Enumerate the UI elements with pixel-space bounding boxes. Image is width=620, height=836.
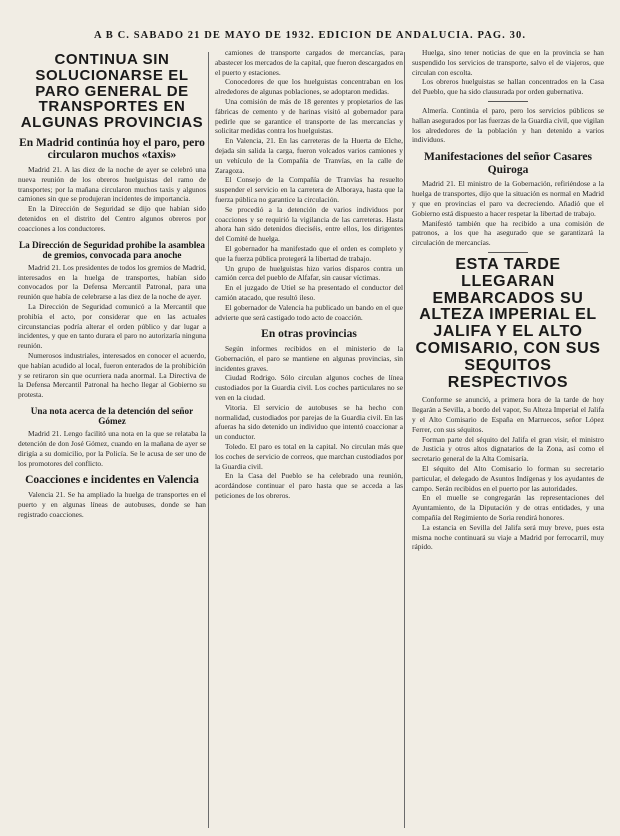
subheadline-casares-quiroga: Manifestaciones del señor Casares Quiroga (424, 151, 592, 176)
section-separator (488, 252, 528, 253)
subheadline-detencion: Una nota acerca de la detención del señor Gómez (30, 405, 194, 427)
article-paragraph: Conforme se anunció, a primera hora de la tarde de hoy llegarán a Sevilla, a bordo del vapor, Su Alteza Imperial el Jalifa y el Alto Comisario de España en Marruecos, señor López Ferrer, con sus séquitos. (412, 395, 604, 434)
article-paragraph: En el muelle se congregarán las representaciones del Ayuntamiento, de la Diputación y de otras entidades, y una compañía del Regimiento de Soria rendirá honores. (412, 493, 604, 522)
article-paragraph: La estancia en Sevilla del Jalifa será muy breve, pues esta misma noche continuará su viaje a Madrid por ferrocarril, muy rápido. (412, 522, 604, 552)
article-paragraph: Huelga, sino tener noticias de que en la provincia se han suspendido los servicios de transporte, salvo el de viajeros, que circulan con escolta. (412, 48, 604, 77)
article-paragraph: Numerosos industriales, interesados en conocer el acuerdo, que habían acudido al local, fueron enterados de la prohibición y se retiraron sin que ocurriera nada anormal. La Directiva de la Defensa Mercantil Patronal ha hecho llegar al Gobierno su protesta. (18, 351, 206, 400)
article-paragraph: Almería. Continúa el paro, pero los servicios públicos se hallan asegurados por las fuerzas de la Guardia civil, que vigilan los alrededores de la población y han detenido a varios individuos. (412, 105, 604, 145)
article-paragraph: Los obreros huelguistas se hallan concentrados en la Casa del Pueblo, que ha sido clausurada por orden gubernativa. (412, 77, 604, 97)
article-paragraph: Madrid 21. Los presidentes de todos los gremios de Madrid, interesados en la huelga de transportes, habían sido convocados por la Defensa Mercantil Patronal, para una reunión que había de celebrarse a las diez de la noche de ayer. (18, 262, 206, 302)
article-paragraph: Conocedores de que los huelguistas concentraban en los alrededores de algunas poblaciones, se adoptaron medidas. (215, 77, 403, 97)
article-paragraph: En la Dirección de Seguridad se dijo que habían sido detenidos en el distrito del Centro algunos obreros por coacciones a los conductores. (18, 204, 206, 233)
subheadline-madrid: En Madrid continúa hoy el paro, pero circularon muchos «taxis» (19, 136, 205, 162)
jalifa-headline: ESTA TARDE LLEGARAN EMBARCADOS SU ALTEZA IMPERIAL EL JALIFA Y EL ALTO COMISARIO, CON SUS SEQUITOS RESPECTIVOS (415, 256, 601, 391)
article-paragraph: Una comisión de más de 18 gerentes y propietarios de las fábricas de cemento y de harinas visitó al gobernador para pedirle que se garantice el transporte de las mercancías y solicitar medidas contra los huelguistas. (215, 96, 403, 136)
column-left (18, 48, 206, 828)
page-header: A B C. SABADO 21 DE MAYO DE 1932. EDICION DE ANDALUCIA. PAG. 30. (93, 30, 527, 41)
article-paragraph: Madrid 21. A las diez de la noche de ayer se celebró una nueva reunión de los obreros huelguistas del ramo de transportes; por la mañana circularon muchos taxis y algunos camiones sin que se produjeran incidentes de importancia. (18, 165, 206, 204)
article-paragraph: Madrid 21. El ministro de la Gobernación, refiriéndose a la huelga de transportes, dijo que la situación es normal en Madrid y que en provincias el paro va decreciendo. Añadió que el Gobierno está dispuesto a hacer respetar la libertad de trabajo. (412, 179, 604, 218)
article-paragraph: Manifestó también que ha recibido a una comisión de patronos, a los que ha asegurado que se garantizará la circulación de mercancías. (412, 218, 604, 248)
article-paragraph: La Dirección de Seguridad comunicó a la Mercantil que prohibía el acto, por considerar que en las actuales circunstancias podría alterar el orden público y dar lugar a incidentes, y que en tanto durara el paro no autorizaría ninguna reunión. (18, 302, 206, 351)
article-paragraph: El Consejo de la Compañía de Tranvías ha resuelto suspender el servicio en la carretera de Alboraya, hasta que la fuerza pública no garantice la circulación. (215, 175, 403, 204)
column-divider (208, 52, 209, 828)
article-paragraph: Valencia 21. Se ha ampliado la huelga de transportes en el puerto y en algunas líneas de autobuses, donde se han registrado coacciones. (18, 490, 206, 519)
article-paragraph: Un grupo de huelguistas hizo varios disparos contra un camión cerca del pueblo de Alfafar, sin causar víctimas. (215, 263, 403, 283)
column-divider (404, 52, 405, 828)
main-headline: CONTINUA SIN SOLUCIONARSE EL PARO GENERAL DE TRANSPORTES EN ALGUNAS PROVINCIAS (20, 51, 204, 131)
article-paragraph: El gobernador de Valencia ha publicado un bando en el que advierte que será castigado todo acto de coacción. (215, 302, 403, 322)
article-paragraph: El séquito del Alto Comisario lo forman su secretario particular, el delegado de Asuntos Indígenas y los ayudantes de campo. Serán recibidos en el puerto por las autoridades. (412, 463, 604, 493)
article-paragraph: Forman parte del séquito del Jalifa el gran visir, el ministro de Justicia y otros altos dignatarios de la Zona, así como el secretario general de la Alta Comisaría. (412, 434, 604, 464)
column-right (412, 48, 604, 828)
article-paragraph: Ciudad Rodrigo. Sólo circulan algunos coches de línea custodiados por la Guardia civil. Los coches particulares no se ven en la ciudad. (215, 373, 403, 402)
article-paragraph: camiones de transporte cargados de mercancías, para abastecer los mercados de la capital, que fueron descargados en el puerto y estaciones. (215, 48, 403, 77)
article-paragraph: Madrid 21. Lengo facilitó una nota en la que se relataba la detención de don José Gómez, cuando en la mañana de ayer se dirigía a su domicilio, por la Policía. Se le acusa de ser uno de los promotores del conflicto. (18, 429, 206, 468)
subheadline-valencia: Coacciones e incidentes en Valencia (25, 474, 199, 487)
article-paragraph: Según informes recibidos en el ministerio de la Gobernación, el paro se mantiene en algunas provincias, sin incidentes graves. (215, 343, 403, 373)
article-paragraph: En la Casa del Pueblo se ha celebrado una reunión, acordándose continuar el paro hasta que se acceda a las peticiones de los obreros. (215, 471, 403, 500)
article-paragraph: Toledo. El paro es total en la capital. No circulan más que los coches de servicio de correos, que marchan custodiados por la Guardia civil. (215, 441, 403, 471)
article-paragraph: Se procedió a la detención de varios individuos por coacciones y se requirió la vigilancia de las carreteras. Hasta ahora han sido detenidos dieciséis, entre ellos, los dirigentes del Comité de huelga. (215, 204, 403, 244)
subheadline-otras-provincias: En otras provincias (261, 328, 357, 341)
article-paragraph: El gobernador ha manifestado que el orden es completo y que la fuerza pública protegerá la libertad de trabajo. (215, 243, 403, 263)
article-paragraph: Vitoria. El servicio de autobuses se ha hecho con normalidad, custodiados por parejas de la Guardia civil. En las afueras ha sido detenido un individuo que intentó coaccionar a un conductor. (215, 402, 403, 442)
article-paragraph: En Valencia, 21. En las carreteras de la Huerta de Elche, dejada sin salida la carga, fueron volcados varios camiones y un vehículo de la Compañía de Tranvías, en la calle de Zaragoza. (215, 136, 403, 175)
section-separator (488, 101, 528, 102)
article-paragraph: En el juzgado de Utiel se ha presentado el conductor del camión atacado, que resultó ileso. (215, 283, 403, 302)
column-middle (215, 48, 403, 828)
subheadline-seguridad: La Dirección de Seguridad prohibe la asamblea de gremios, convocada para anoche (19, 239, 205, 260)
